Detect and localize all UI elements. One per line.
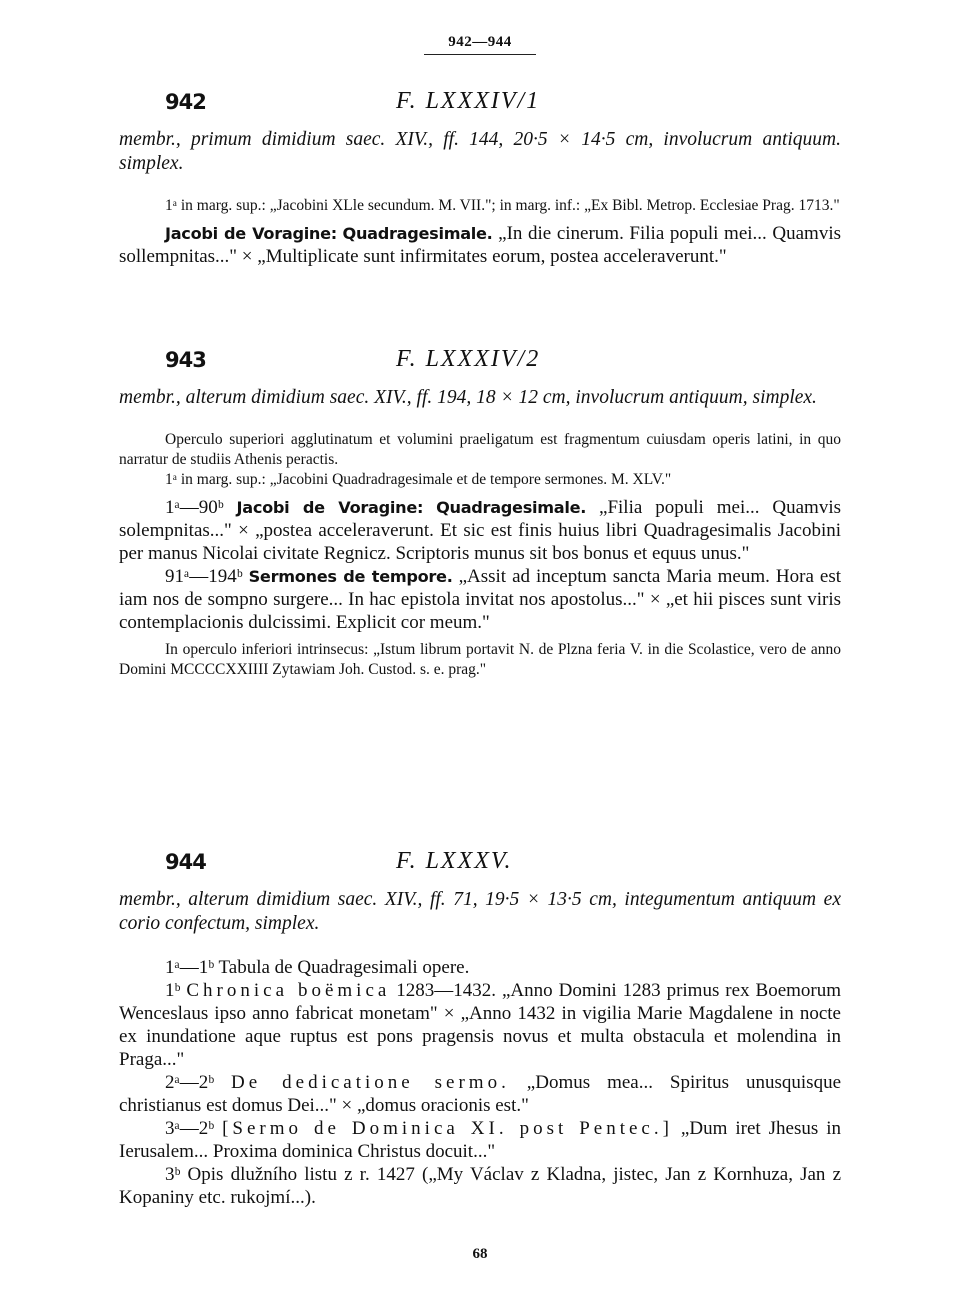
content-item bbox=[119, 1117, 841, 1163]
folio-range: 2ᵃ—2ᵇ bbox=[165, 1071, 215, 1093]
work-title: Quadragesimale. bbox=[342, 223, 493, 243]
shelf-signature: F. LXXXV. bbox=[396, 848, 513, 874]
content-item bbox=[119, 1071, 841, 1117]
shelf-signature: F. LXXXIV/1 bbox=[396, 88, 541, 114]
running-head bbox=[119, 34, 841, 55]
shelf-signature: F. LXXXIV/2 bbox=[396, 346, 541, 372]
work-title: [Sermo de Dominica XI. post Pentec.] bbox=[222, 1117, 673, 1139]
running-head-rule bbox=[424, 54, 536, 55]
content-item bbox=[119, 565, 841, 634]
work-title: Quadragesimale. bbox=[436, 497, 587, 517]
codex-description: membr., primum dimidium saec. XIV., ff. 144, 20·5 × 14·5 cm, involucrum antiquum. simplex. bbox=[119, 129, 841, 174]
entry-heading bbox=[119, 346, 841, 376]
entry-944 bbox=[119, 848, 841, 1209]
content-item bbox=[119, 1163, 841, 1209]
page-number: 68 bbox=[472, 1246, 488, 1262]
folio-range: 1ᵃ—90ᵇ bbox=[165, 496, 224, 518]
inscription-note: In operculo inferiori intrinsecus: „Istum librum portavit N. de Plzna feria V. in die Scolastice, vero de anno Domini MCCCCXXIIII Zytawiam Joh. Custod. s. e. prag." bbox=[119, 640, 841, 678]
item-text: Tabula de Quadragesimali opere. bbox=[218, 956, 470, 978]
incipit-explicit: 1283—1432. „Anno Domini 1283 primus rex Boemorum Wenceslaus ipso anno fabricat monetam" × „Anno 1432 in vigilia Marie Magdalene in nocte ex inundatione aque ruptus est pons pragensis novus et multa obstacula et molendina in Praga..." bbox=[119, 979, 842, 1070]
content-item bbox=[119, 496, 841, 565]
folio-range: 91ᵃ—194ᵇ bbox=[165, 565, 243, 587]
incipit-explicit: „Domus mea... Spiritus unusquisque christianus est domus Dei..." × „domus oracionis est." bbox=[119, 1071, 841, 1116]
folio-range: 3ᵇ bbox=[165, 1163, 181, 1185]
codex-description: membr., alterum dimidium saec. XIV., ff. 194, 18 × 12 cm, involucrum antiquum, simplex. bbox=[119, 387, 817, 408]
author-name: Jacobi de Voragine: bbox=[236, 497, 424, 517]
entry-942 bbox=[119, 88, 841, 268]
running-head-text: 942—944 bbox=[448, 34, 512, 50]
entry-heading bbox=[119, 88, 841, 118]
entry-number: 942 bbox=[165, 90, 206, 114]
incipit-explicit: „Assit ad inceptum sancta Maria meum. Hora est iam nos de sompno surgere... In hac epistola invitat nos apostolus..." × „et hii pisces sunt viris contemplacionis dulcissimi. Explicit cor meum." bbox=[119, 565, 842, 633]
codex-description: membr., alterum dimidium saec. XIV., ff. 71, 19·5 × 13·5 cm, integumentum antiquum ex corio confectum, simplex. bbox=[119, 889, 841, 934]
work-title: De dedicatione sermo. bbox=[231, 1071, 510, 1093]
entry-943 bbox=[119, 346, 841, 680]
content-item bbox=[119, 222, 841, 268]
entry-number: 943 bbox=[165, 348, 206, 372]
item-text: Opis dlužního listu z r. 1427 („My Václav z Kladna, jistec, Jan z Kornhuza, Jan z Kopaniny etc. rukojmí...). bbox=[119, 1163, 841, 1208]
work-title: Sermones de tempore. bbox=[248, 566, 453, 586]
entry-number: 944 bbox=[165, 850, 206, 874]
folio-range: 1ᵃ—1ᵇ bbox=[165, 956, 215, 978]
incipit-explicit: „In die cinerum. Filia populi mei... Quamvis sollempnitas..." × „Multiplicate sunt infirmitates eorum, postea acceleraverunt." bbox=[119, 222, 842, 267]
incipit-explicit: „Filia populi mei... Quamvis solempnitas..." × „postea acceleraverunt. Et sic est finis huius libri Quadragesimalis Jacobini per manus Nicolai civitate Regnicz. Scriptoris munus sit bos bonus et equus unus." bbox=[119, 496, 842, 564]
catalog-page bbox=[119, 0, 841, 1296]
marginal-note: 1ᵃ in marg. sup.: „Jacobini Quadradragesimale et de tempore sermones. M. XLV." bbox=[165, 470, 672, 488]
work-title: Chronica boëmica bbox=[186, 979, 391, 1001]
binding-note: Operculo superiori agglutinatum et volumini praeligatum est fragmentum cuiusdam operis latini, in quo narratur de studiis Athenis peractis. bbox=[119, 430, 841, 468]
marginal-note: 1ᵃ in marg. sup.: „Jacobini XLle secundum. M. VII."; in marg. inf.: „Ex Bibl. Metrop. Ecclesiae Prag. 1713." bbox=[165, 196, 840, 214]
content-item bbox=[119, 956, 841, 979]
folio-range: 3ᵃ—2ᵇ bbox=[165, 1117, 215, 1139]
content-item bbox=[119, 979, 841, 1071]
author-name: Jacobi de Voragine: bbox=[165, 223, 337, 243]
entry-heading bbox=[119, 848, 841, 878]
incipit-explicit: „Dum iret Jhesus in Ierusalem... Proxima dominica Christus docuit..." bbox=[119, 1117, 842, 1162]
folio-range: 1ᵇ bbox=[165, 979, 181, 1001]
